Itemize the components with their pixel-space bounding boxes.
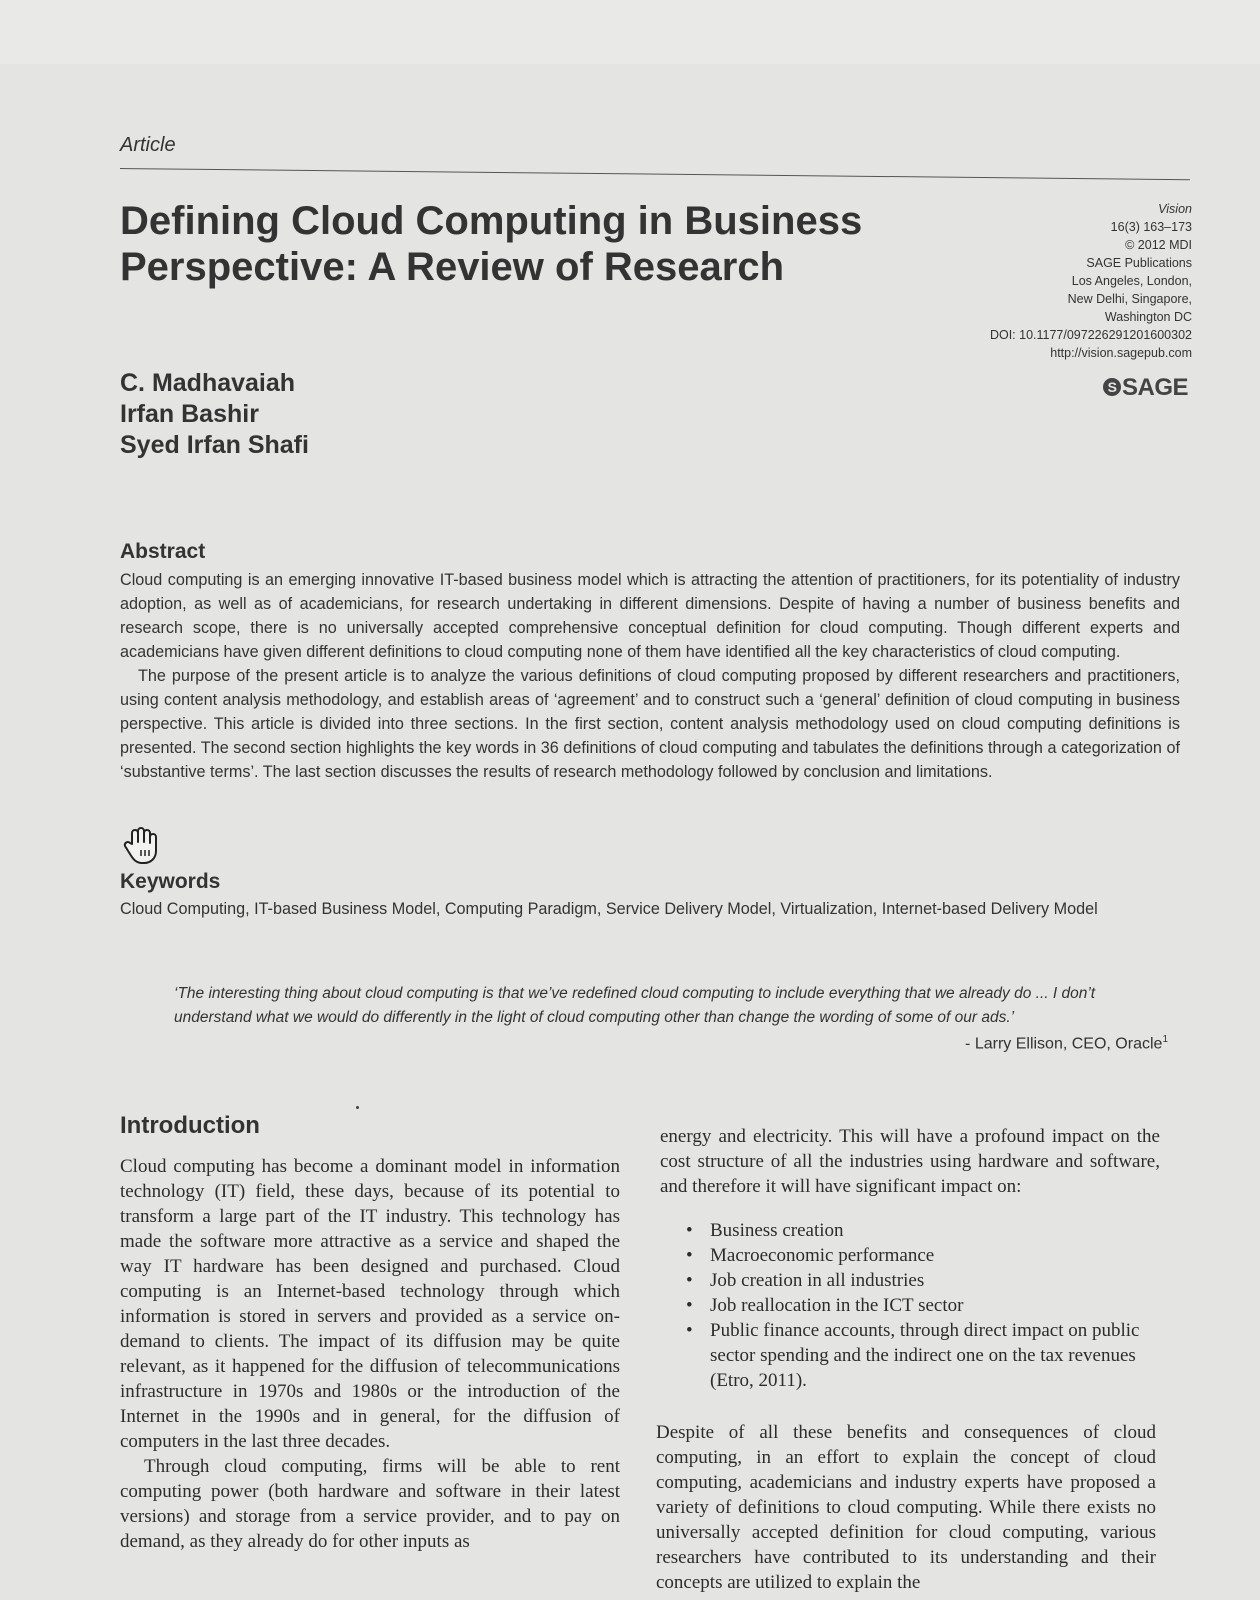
screen-top-band (0, 0, 1260, 65)
intro-paragraph-2: Through cloud computing, firms will be able to rent computing power (both hardware and software in their latest versions) and storage from a service provider, and to pay on demand, as they already do for other inputs as (120, 1456, 620, 1552)
quote-attribution (965, 1034, 1168, 1053)
impact-bullet-list (660, 1218, 1160, 1393)
author-2: Irfan Bashir (120, 400, 259, 428)
journal-issue: 16(3) 163–173 (1110, 220, 1192, 234)
journal-name: Vision (1158, 202, 1192, 216)
introduction-heading: Introduction (120, 1112, 260, 1139)
svg-text:S: S (1107, 379, 1117, 395)
author-1: C. Madhavaiah (120, 369, 296, 397)
journal-publisher: SAGE Publications (1086, 256, 1192, 270)
epigraph-quote: ‘The interesting thing about cloud computing is that we’ve redefined cloud computing to include everything that we already do ... I don’t understand what we would do differently in the light of cloud computing other than change the wording of some of our ads.’ (174, 985, 1096, 1026)
title-line-1: Defining Cloud Computing in Business (120, 199, 863, 243)
intro-right-paragraph-1: energy and electricity. This will have a profound impact on the cost structure of all the industries using hardware and software, and therefore it will have significant impact on: (660, 1126, 1160, 1197)
sage-logo-text: SAGE (1121, 374, 1188, 401)
author-3: Syed Irfan Shafi (120, 431, 309, 459)
journal-copyright: © 2012 MDI (1125, 238, 1192, 252)
sage-logo (1102, 374, 1188, 402)
sage-s-icon (1102, 377, 1122, 397)
list-item: • Job creation in all industries (660, 1268, 1160, 1293)
keywords-heading: Keywords (120, 870, 221, 893)
journal-locations-3: Washington DC (1104, 310, 1192, 324)
article-type-label: Article (120, 134, 176, 156)
intro-right-column-bottom (656, 1420, 1156, 1595)
list-item: • Job reallocation in the ICT sector (660, 1293, 1160, 1318)
keywords-text: Cloud Computing, IT-based Business Model, Computing Paradigm, Service Delivery Model, Virtualization, Internet-based Delivery Model (120, 900, 1098, 918)
journal-doi: DOI: 10.1177/097226291201600302 (989, 328, 1192, 342)
abstract-paragraph-1: Cloud computing is an emerging innovative IT-based business model which is attracting the attention of practitioners, for its potentiality of industry adoption, as well as of academicians, for research undertaking in different dimensions. Despite of having a number of business benefits and research scope, there is no universally accepted comprehensive conceptual definition for cloud computing. Though different experts and academicians have given different definitions to cloud computing none of them have identified all the key characteristics of cloud computing. (120, 571, 1180, 661)
abstract-heading: Abstract (120, 540, 206, 563)
list-item: • Macroeconomic performance (660, 1243, 1160, 1268)
footnote-mark: 1 (1162, 1034, 1168, 1045)
abstract-paragraph-2: The purpose of the present article is to analyze the various definitions of cloud computing proposed by different researchers and practitioners, using content analysis methodology, and establish areas of ‘agreement’ and to construct such a ‘general’ definition of cloud computing in business perspective. This article is divided into three sections. In the first section, content analysis methodology used on cloud computing definitions is presented. The second section highlights the key words in 36 definitions of cloud computing and tabulates the definitions through a categorization of ‘substantive terms’. The last section discusses the results of research methodology followed by conclusion and limitations. (120, 667, 1180, 781)
list-item: • Business creation (660, 1218, 1160, 1243)
hand-cursor-icon (122, 826, 162, 866)
intro-right-column-top (660, 1124, 1160, 1199)
intro-left-column (120, 1154, 620, 1554)
author-list (120, 368, 309, 461)
journal-locations-1: Los Angeles, London, (1071, 274, 1192, 288)
intro-right-paragraph-2: Despite of all these benefits and consequences of cloud computing, in an effort to explain the concept of cloud computing, academicians and industry experts have proposed a variety of definitions to cloud computing. While there exists no universally accepted definition for cloud computing, various researchers have contributed to its understanding and their concepts are utilized to explain the (656, 1422, 1156, 1593)
article-title (120, 198, 900, 290)
quote-attribution-text: - Larry Ellison, CEO, Oracle (965, 1035, 1163, 1053)
journal-locations-2: New Delhi, Singapore, (1067, 292, 1192, 306)
journal-info (832, 200, 1192, 362)
list-item: • Public finance accounts, through direct impact on public sector spending and the indirect one on the tax revenues (Etro, 2011). (660, 1318, 1160, 1393)
journal-url[interactable]: http://vision.sagepub.com (1050, 346, 1192, 360)
intro-paragraph-1: Cloud computing has become a dominant model in information technology (IT) field, these days, because of its potential to transform a large part of the IT industry. This technology has made the software more attractive as a service and shaped the way IT hardware has been designed and purchased. Cloud computing is an Internet-based technology through which information is stored in servers and provided as a service on-demand to clients. The impact of its diffusion may be quite relevant, as it happened for the diffusion of telecommunications infrastructure in 1970s and 1980s or the introduction of the Internet in the 1990s and in general, for the diffusion of computers in the last three decades. (120, 1156, 620, 1452)
stray-mark (356, 1106, 359, 1109)
title-line-2: Perspective: A Review of Research (120, 245, 785, 289)
abstract-body (120, 568, 1180, 784)
